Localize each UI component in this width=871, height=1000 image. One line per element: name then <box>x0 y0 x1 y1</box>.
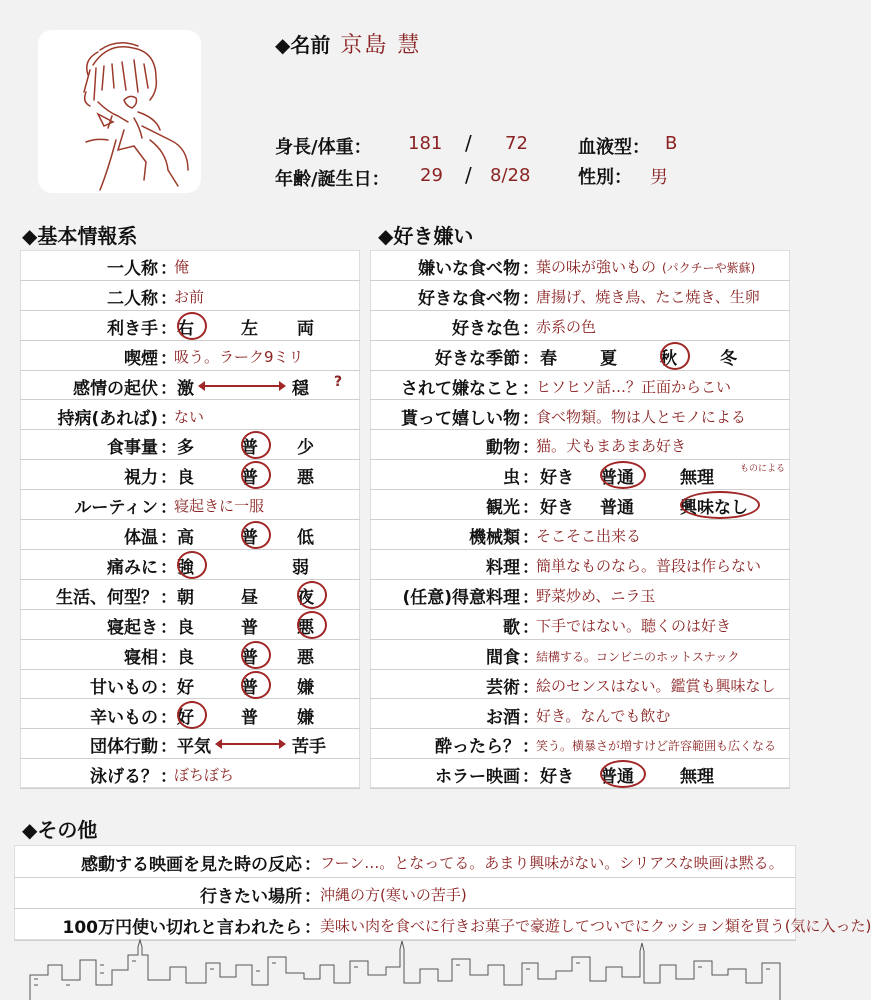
row-label: 感動する映画を見た時の反応 <box>81 855 302 875</box>
row-answer: 好き。なんでも飲む <box>536 706 671 725</box>
avatar-sketch <box>38 30 201 193</box>
row-colon: ： <box>160 438 177 459</box>
row-colon: ： <box>160 498 177 519</box>
table-row <box>20 429 360 460</box>
row-answer: 美味い肉を食べに行きお菓子で豪遊してついでにクッション類を買う(気に入った) <box>320 917 871 935</box>
row-label: 一人称 <box>107 259 158 279</box>
row-label: 嫌いな食べ物 <box>418 259 520 279</box>
selected-circle <box>297 581 327 609</box>
row-answer: 葉の味が強いもの <box>536 258 657 276</box>
row-colon: ： <box>522 528 539 549</box>
row-colon: ： <box>160 348 177 369</box>
row-colon: ： <box>160 408 177 429</box>
row-colon: ： <box>160 259 177 279</box>
likes-title: ◆好き嫌い <box>378 224 474 248</box>
row-colon: ： <box>160 468 177 489</box>
row-choice: 秋 <box>660 348 677 369</box>
table-row <box>370 549 790 580</box>
row-answer: ぼちぼち <box>174 766 235 785</box>
row-colon: ： <box>304 855 321 875</box>
age-value: 29 <box>420 165 443 186</box>
row-choice: 夜 <box>297 587 314 608</box>
row-answer: そこそこ出来る <box>536 527 642 546</box>
row-choice: 苦手 <box>292 737 326 758</box>
row-answer: 下手ではない。聴くのは好き <box>536 616 732 635</box>
table-row <box>20 609 360 640</box>
age-birthday-slash: / <box>465 163 472 187</box>
table-row <box>20 728 360 759</box>
row-colon: ： <box>304 918 321 938</box>
scale-arrow <box>217 743 284 745</box>
row-choice: 高 <box>177 528 194 549</box>
basic-info-sheet <box>20 250 360 788</box>
row-choice: 激 <box>177 378 194 399</box>
row-label: 歌 <box>503 617 520 638</box>
row-answer: 野菜炒め、ニラ玉 <box>536 586 656 605</box>
row-colon: ： <box>522 558 539 578</box>
row-colon: ： <box>160 737 177 758</box>
row-choice: 平気 <box>177 737 211 758</box>
row-colon: ： <box>522 468 539 489</box>
row-answer: フーン…。となってる。あまり興味がない。シリアスな映画は黙る。 <box>320 854 784 872</box>
row-choice: 普通 <box>600 468 634 489</box>
row-answer: ない <box>174 407 205 426</box>
row-choice: 好き <box>540 498 574 519</box>
row-label: 行きたい場所 <box>200 886 302 907</box>
row-answer: 沖縄の方(寒いの苦手) <box>320 885 467 904</box>
row-choice: 普 <box>241 707 258 728</box>
row-label: 辛いもの <box>90 707 158 728</box>
row-label: 体温 <box>124 528 158 549</box>
row-label: 生活、何型？ <box>56 587 158 608</box>
row-choice: 左 <box>241 318 258 339</box>
row-colon: ： <box>160 318 177 339</box>
table-row <box>370 699 790 730</box>
row-label: 喫煙 <box>124 348 158 369</box>
row-choice: 普 <box>241 677 258 698</box>
row-colon: ： <box>160 767 177 788</box>
selected-circle <box>660 342 690 370</box>
row-colon: ： <box>522 587 539 608</box>
row-colon: ： <box>522 498 539 519</box>
row-answer: 簡単なものなら。普段は作らない <box>536 557 762 575</box>
table-row <box>14 877 796 910</box>
row-colon: ： <box>522 707 539 728</box>
row-choice: 強 <box>177 558 194 578</box>
row-choice: 良 <box>177 617 194 638</box>
row-label: 寝相 <box>124 647 158 668</box>
row-choice: 普通 <box>600 767 634 788</box>
row-label: ホラー映画 <box>435 767 520 788</box>
row-label: 団体行動 <box>90 737 158 758</box>
table-row <box>370 250 790 281</box>
row-choice: 嫌 <box>297 677 314 698</box>
row-answer: 俺 <box>174 258 190 276</box>
row-answer: 食べ物類。物は人とモノによる <box>536 407 746 426</box>
selected-circle <box>241 521 271 549</box>
table-row <box>20 400 360 431</box>
row-label: 好きな色 <box>452 318 520 339</box>
row-colon: ： <box>522 767 539 788</box>
row-choice: 好き <box>540 468 574 489</box>
table-row <box>20 310 360 341</box>
row-choice: 多 <box>177 438 194 459</box>
table-row <box>20 549 360 580</box>
row-answer-note: 笑う。横暴さが増すけど許容範囲も広くなる <box>536 739 777 754</box>
row-colon: ： <box>522 737 539 758</box>
scale-arrow <box>200 385 284 387</box>
row-choice: 昼 <box>241 587 258 608</box>
row-colon: ： <box>522 288 539 309</box>
row-choice: 普 <box>241 617 258 638</box>
row-choice: 弱 <box>292 558 309 578</box>
row-label: 甘いもの <box>90 677 158 698</box>
row-colon: ： <box>522 408 539 429</box>
row-choice: 低 <box>297 528 314 549</box>
row-choice: 興味なし <box>680 498 748 519</box>
row-label: 利き手 <box>107 318 158 339</box>
table-row <box>370 728 790 759</box>
row-answer: 唐揚げ、焼き鳥、たこ焼き、生卵 <box>536 287 760 306</box>
table-row <box>370 280 790 311</box>
birthday-value: 8/28 <box>490 165 531 186</box>
table-row <box>14 845 796 878</box>
row-answer: 吸う。ラーク9ミリ <box>174 347 304 366</box>
row-label: 持病(あれば) <box>57 408 158 429</box>
row-label: されて嫌なこと <box>401 378 520 399</box>
row-label: 二人称 <box>107 288 158 309</box>
selected-circle <box>680 491 760 519</box>
selected-circle <box>241 431 271 459</box>
row-choice: 夏 <box>600 348 617 369</box>
row-handwritten-note: ? <box>334 373 343 390</box>
row-label: お酒 <box>486 707 520 728</box>
selected-circle <box>600 760 646 788</box>
other-title: ◆その他 <box>22 818 98 842</box>
row-answer: 赤系の色 <box>536 317 597 336</box>
selected-circle <box>241 671 271 699</box>
selected-circle <box>600 461 646 489</box>
table-row <box>20 579 360 610</box>
row-choice: 少 <box>297 438 314 459</box>
row-choice: 嫌 <box>297 707 314 728</box>
row-answer-note: 結構する。コンビニのホットスナック <box>536 649 740 664</box>
table-row <box>20 519 360 550</box>
row-choice: 良 <box>177 468 194 489</box>
table-row <box>20 699 360 730</box>
row-answer: ヒソヒソ話…？正面からこい <box>536 377 732 396</box>
row-label: 好きな食べ物 <box>418 288 520 309</box>
sex-label: 性別： <box>578 167 632 188</box>
row-choice: 普 <box>241 647 258 668</box>
row-choice: 無理 <box>680 767 714 788</box>
row-colon: ： <box>160 558 177 578</box>
row-label: 好きな季節 <box>435 348 520 369</box>
avatar <box>38 30 201 193</box>
row-choice: 悪 <box>297 617 314 638</box>
table-row <box>370 340 790 371</box>
row-answer: 猫。犬もまあまあ好き <box>536 437 687 456</box>
row-choice: 右 <box>177 318 194 339</box>
row-label: 痛みに <box>107 558 158 578</box>
row-colon: ： <box>160 528 177 549</box>
sex-value: 男 <box>650 167 668 188</box>
row-label: 貰って嬉しい物 <box>401 408 520 429</box>
row-label: 酔ったら？ <box>435 737 520 758</box>
row-label: 機械類 <box>469 528 520 549</box>
row-choice: 好き <box>540 767 574 788</box>
row-label: 視力 <box>124 468 158 489</box>
row-label: 料理 <box>486 558 520 578</box>
row-answer: 絵のセンスはない。鑑賞も興味なし <box>536 676 776 695</box>
row-label: 泳げる？ <box>90 767 158 788</box>
row-colon: ： <box>160 378 177 399</box>
age-birthday-label: 年齢/誕生日： <box>275 169 390 190</box>
row-choice: 穏 <box>292 378 309 399</box>
row-colon: ： <box>522 438 539 459</box>
blood-value: B <box>665 133 678 154</box>
row-choice: 普 <box>241 438 258 459</box>
row-handwritten-note: ものによる <box>740 464 786 475</box>
row-label: 寝起き <box>107 617 158 638</box>
height-weight-label: 身長/体重： <box>275 137 372 158</box>
row-colon: ： <box>522 259 539 279</box>
row-label: 虫 <box>503 468 520 489</box>
selected-circle <box>241 461 271 489</box>
row-colon: ： <box>304 886 321 907</box>
weight-value: 72 <box>505 133 528 154</box>
row-colon: ： <box>522 647 539 668</box>
height-weight-slash: / <box>465 131 472 155</box>
row-colon: ： <box>160 707 177 728</box>
name-value: 京島 慧 <box>340 33 422 58</box>
city-skyline-decoration <box>0 935 800 1000</box>
row-label: 食事量 <box>107 438 158 459</box>
name-label: ◆名前 <box>275 33 331 57</box>
selected-circle <box>177 701 207 729</box>
row-answer: 寝起きに一服 <box>174 497 265 516</box>
row-choice: 普 <box>241 468 258 489</box>
row-colon: ： <box>160 647 177 668</box>
row-choice: 良 <box>177 647 194 668</box>
row-colon: ： <box>160 587 177 608</box>
row-choice: 悪 <box>297 468 314 489</box>
row-label: 100万円使い切れと言われたら <box>62 918 302 938</box>
row-answer: お前 <box>174 287 205 306</box>
row-answer-note: (パクチーや紫蘇) <box>662 261 756 275</box>
row-label: ルーティン <box>74 498 158 519</box>
table-row <box>370 459 790 490</box>
table-row <box>370 310 790 341</box>
row-choice: 冬 <box>720 348 737 369</box>
table-row <box>20 669 360 700</box>
table-row <box>370 579 790 610</box>
table-row <box>20 489 360 520</box>
row-choice: 悪 <box>297 647 314 668</box>
table-row <box>370 429 790 460</box>
row-choice: 両 <box>297 318 314 339</box>
table-row <box>20 250 360 281</box>
table-row <box>20 639 360 670</box>
selected-circle <box>241 641 271 669</box>
row-colon: ： <box>522 348 539 369</box>
table-row <box>20 340 360 371</box>
row-colon: ： <box>522 378 539 399</box>
row-colon: ： <box>160 617 177 638</box>
table-row <box>370 400 790 431</box>
row-label: 動物 <box>486 438 520 459</box>
row-colon: ： <box>522 617 539 638</box>
row-colon: ： <box>160 288 177 309</box>
row-choice: 春 <box>540 348 557 369</box>
row-label: 芸術 <box>486 677 520 698</box>
blood-label: 血液型： <box>578 137 650 158</box>
table-row <box>370 639 790 670</box>
row-colon: ： <box>160 677 177 698</box>
row-label: 間食 <box>486 647 520 668</box>
basic-info-title: ◆基本情報系 <box>22 224 138 248</box>
table-row <box>20 370 360 401</box>
table-row <box>370 758 790 789</box>
table-row <box>370 489 790 520</box>
table-row <box>370 370 790 401</box>
table-row <box>370 609 790 640</box>
table-row <box>370 519 790 550</box>
table-row <box>20 280 360 311</box>
row-label: 観光 <box>486 498 520 519</box>
row-choice: 朝 <box>177 587 194 608</box>
likes-sheet <box>370 250 790 788</box>
selected-circle <box>177 312 207 340</box>
row-choice: 普通 <box>600 498 634 519</box>
table-row <box>20 459 360 490</box>
row-choice: 無理 <box>680 468 714 489</box>
selected-circle <box>297 611 327 639</box>
height-value: 181 <box>408 133 443 154</box>
row-colon: ： <box>522 318 539 339</box>
table-row <box>370 669 790 700</box>
row-choice: 好 <box>177 707 194 728</box>
selected-circle <box>177 551 207 579</box>
row-label: (任意)得意料理 <box>402 587 520 608</box>
name-row <box>275 28 421 59</box>
row-choice: 好 <box>177 677 194 698</box>
row-colon: ： <box>522 677 539 698</box>
row-label: 感情の起伏 <box>73 378 158 399</box>
other-sheet <box>14 845 871 940</box>
row-choice: 普 <box>241 528 258 549</box>
table-row <box>20 758 360 789</box>
